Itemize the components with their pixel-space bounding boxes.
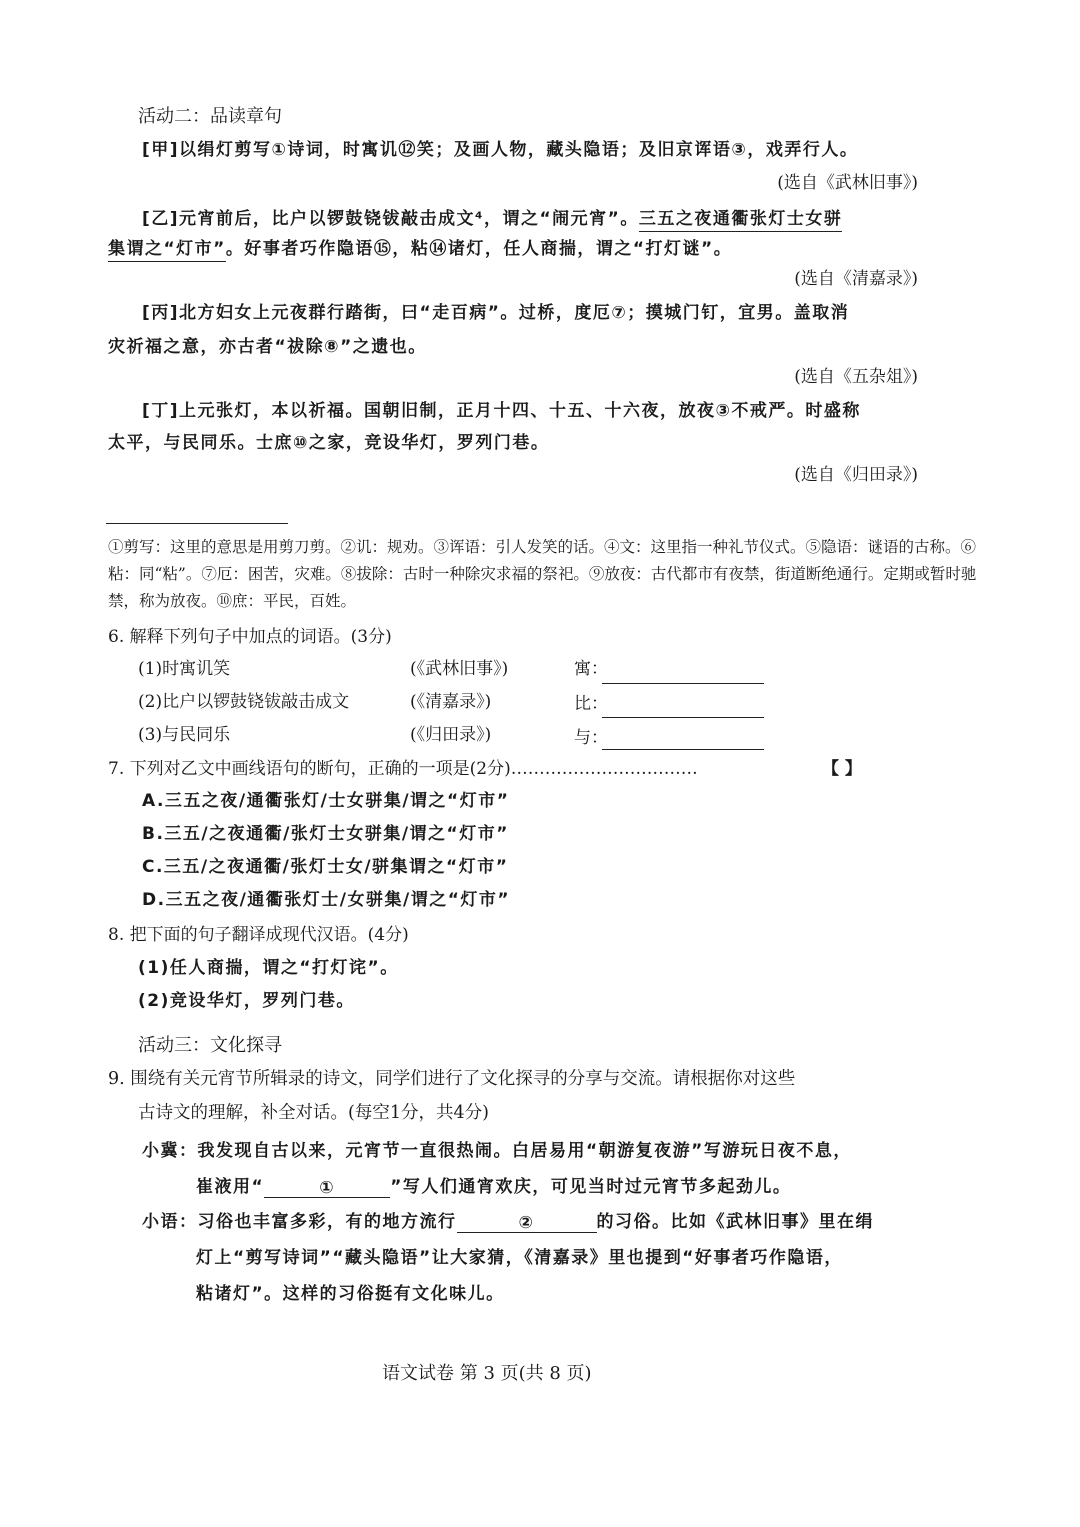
q6-item2-word: 比：	[574, 694, 608, 714]
q7-stem-text: 7. 下列对乙文中画线语句的断句，正确的一项是(2分)	[108, 759, 511, 779]
q9-xiaoji-line1: 小冀：我发现自古以来，元宵节一直很热闹。白居易用“朝游复夜游”写游玩日夜不息，	[142, 1141, 852, 1161]
q9-xiaoji-line2	[196, 1176, 791, 1198]
passage-bing-line2: 灾祈福之意，亦古者“祓除⑧”之遗也。	[108, 337, 427, 357]
passage-yi-line2-text: 。好事者巧作隐语⑮，粘⑭诸灯，任人商揣，谓之“打灯谜”。	[225, 239, 733, 259]
underlined-sentence-part2: 集谓之“灯市”	[108, 239, 226, 262]
passage-bing-line1: [丙]北方妇女上元夜群行踏街，曰“走百病”。过桥，度厄⑦；摸城门钉，宜男。盖取消	[142, 303, 850, 323]
q6-item2-sentence: (2)比户以锣鼓铙钹敲击成文	[138, 692, 350, 712]
passage-ding-line1: [丁]上元张灯，本以祈福。国朝旧制，正月十四、十五、十六夜，放夜③不戒严。时盛称	[142, 401, 861, 421]
activity2-heading: 活动二：品读章句	[138, 106, 282, 127]
q6-item2-answer-line[interactable]	[602, 696, 764, 718]
footnotes: ①剪写：这里的意思是用剪刀剪。②讥：规劝。③诨语：引人发笑的话。④文：这里指一种礼节仪式。⑤隐语：谜语的古称。⑥粘：同“粘”。⑦厄：困苦，灾难。⑧拔除：古时一种除灾求福的祭祀。⑨放夜：古代都市有夜禁，街道断绝通行。定期或暂时驰禁，称为放夜。⑩庶：平民，百姓。	[108, 538, 977, 610]
q8-stem: 8. 把下面的句子翻译成现代汉语。(4分)	[108, 925, 409, 945]
passage-ding-source: (选自《归田录》)	[794, 465, 918, 485]
q6-item1-source: (《武林旧事》)	[410, 659, 509, 679]
q9-xiaoji-line2-b: ”写人们通宵欢庆，可见当时过元宵节多起劲儿。	[390, 1177, 792, 1197]
activity3-heading: 活动三：文化探寻	[138, 1035, 282, 1056]
q7-option-b[interactable]: B.三五/之夜通衢/张灯士女骈集/谓之“灯市”	[142, 824, 509, 844]
q9-xiaoyu-line3: 粘诸灯”。这样的习俗挺有文化味儿。	[196, 1284, 505, 1304]
q7-stem	[108, 758, 698, 780]
passage-ding-line2: 太平，与民同乐。士庶⑩之家，竞设华灯，罗列门巷。	[108, 433, 550, 453]
q9-xiaoyu-line1-b: 的习俗。比如《武林旧事》里在绢	[596, 1212, 874, 1232]
q9-stem-line1: 9. 围绕有关元宵节所辑录的诗文，同学们进行了文化探寻的分享与交流。请根据你对这些	[108, 1069, 796, 1089]
q7-leader-dots: ……………………………	[510, 759, 698, 779]
passage-yi-line1	[142, 208, 842, 230]
underlined-sentence-part1: 三五之夜通衢张灯士女骈	[639, 209, 843, 232]
passage-yi-source: (选自《清嘉录》)	[794, 269, 918, 289]
passage-yi-line2	[108, 238, 732, 260]
q7-option-a[interactable]: A.三五之夜/通衢张灯/士女骈集/谓之“灯市”	[142, 791, 510, 811]
page-footer: 语文试卷 第 3 页(共 8 页)	[382, 1363, 592, 1384]
q6-item3-answer-line[interactable]	[602, 728, 764, 750]
q6-item3-word: 与：	[574, 728, 608, 748]
footnote-divider	[106, 523, 288, 524]
q9-blank-2[interactable]: ②	[457, 1212, 597, 1233]
q9-blank-1[interactable]: ①	[264, 1177, 390, 1198]
q9-xiaoyu-line1-a: 小语：习俗也丰富多彩，有的地方流行	[142, 1212, 457, 1232]
passage-jia-line1: [甲]以绢灯剪写①诗词，时寓讥⑫笑；及画人物，藏头隐语；及旧京诨语③，戏弄行人。	[142, 140, 859, 160]
q6-item3-sentence: (3)与民同乐	[138, 725, 231, 745]
q6-item1-sentence: (1)时寓讥笑	[138, 659, 231, 679]
q9-xiaoyu-line1	[142, 1211, 874, 1233]
q6-stem: 6. 解释下列句子中加点的词语。(3分)	[108, 627, 392, 647]
q6-item3-source: (《归田录》)	[410, 725, 492, 745]
q7-answer-bracket[interactable]: 【 】	[822, 759, 862, 779]
q6-item1-word: 寓：	[574, 659, 608, 679]
q7-option-d[interactable]: D.三五之夜/通衢张灯士/女骈集/谓之“灯市”	[142, 890, 511, 910]
q9-xiaoyu-line2: 灯上“剪写诗词”“藏头隐语”让大家猜，《清嘉录》里也提到“好事者巧作隐语，	[196, 1248, 843, 1268]
q8-item1: (1)任人商揣，谓之“打灯诧”。	[138, 958, 399, 978]
passage-jia-source: (选自《武林旧事》)	[777, 173, 918, 193]
q7-option-c[interactable]: C.三五/之夜通衢/张灯士女/骈集谓之“灯市”	[142, 857, 509, 877]
q6-item2-source: (《清嘉录》)	[410, 692, 492, 712]
q9-xiaoji-line2-a: 崔液用“	[196, 1177, 265, 1197]
q8-item2: (2)竞设华灯，罗列门巷。	[138, 991, 355, 1011]
passage-bing-source: (选自《五杂俎》)	[794, 367, 918, 387]
q6-item1-answer-line[interactable]	[602, 662, 764, 684]
passage-yi-line1-text: [乙]元宵前后，比户以锣鼓铙钹敲击成文⁴，谓之“闹元宵”。	[142, 209, 639, 229]
q9-stem-line2: 古诗文的理解，补全对话。(每空1分，共4分)	[138, 1103, 489, 1123]
